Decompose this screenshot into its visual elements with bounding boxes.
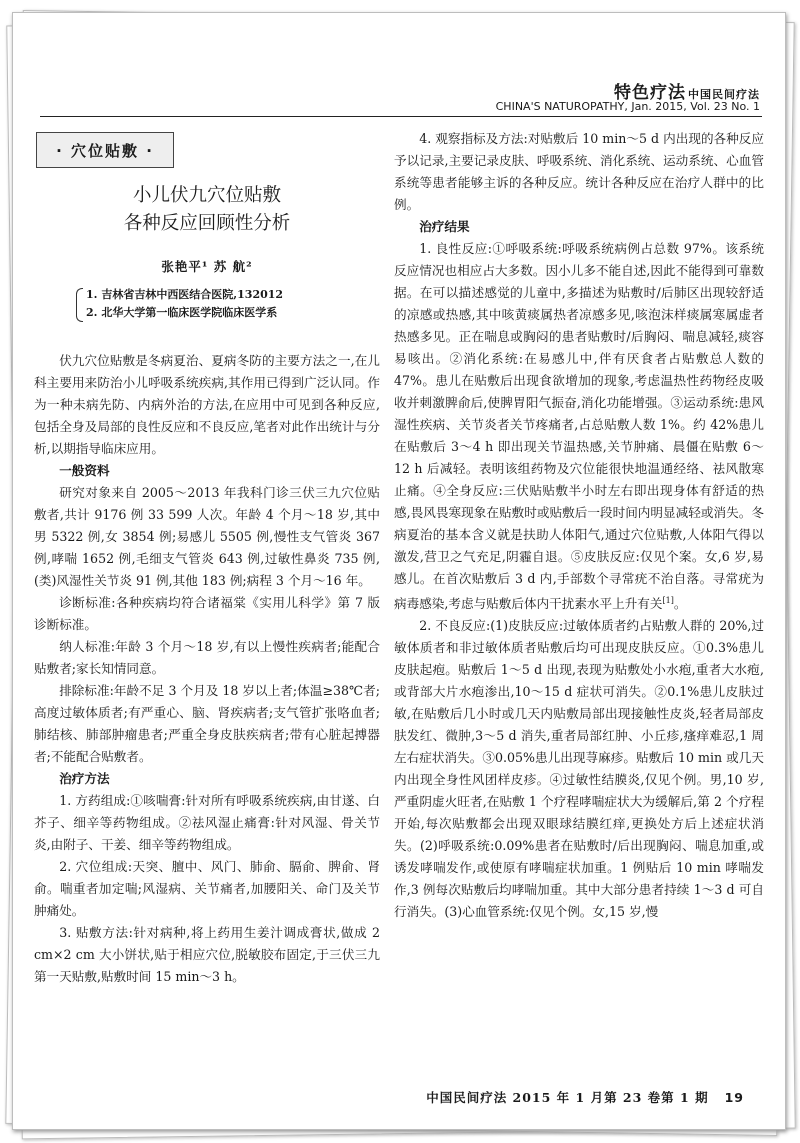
journal-citation: CHINA'S NATUROPATHY, Jan. 2015, Vol. 23 No. 1 — [495, 100, 760, 113]
left-column — [34, 182, 380, 988]
affiliations — [86, 286, 380, 322]
section-heading-general: 一般资料 — [59, 463, 110, 478]
brace-mark — [76, 288, 83, 322]
diagnosis-paragraph: 诊断标准:各种疾病均符合诸福棠《实用儿科学》第 7 版诊断标准。 — [34, 595, 380, 632]
affiliation-1: 1. 吉林省吉林中西医结合医院,132012 — [86, 288, 284, 301]
right-column — [394, 128, 764, 923]
journal-title-sub: 中国民间疗法 — [688, 88, 760, 101]
general-paragraph: 研究对象来自 2005～2013 年我科门诊三伏三九穴位贴敷者,共计 9176 例 33 599 人次。年龄 4 个月～18 岁,其中男 5322 例,女 3854 例;易感儿 5505 例,慢性支气管炎 367 例,哮喘 1652 例,毛细支气管炎 643 例,过敏性鼻炎 735 例,(类)风湿性关节炎 91 例,其他 183 例;病程 3 个月～16 年。 — [34, 485, 380, 588]
footer-journal: 中国民间疗法 2015 年 1 月第 23 卷第 1 期 — [426, 1090, 709, 1105]
page-footer — [426, 1088, 744, 1106]
section-tag: · 穴位贴敷 · — [36, 132, 174, 168]
authors: 张艳平¹ 苏 航² — [161, 259, 253, 274]
section-heading-result: 治疗结果 — [419, 219, 470, 234]
method-paragraph-1: 1. 方药组成:①咳喘膏:针对所有呼吸系统疾病,由甘遂、白芥子、细辛等药物组成。②祛风湿止痛膏:针对风湿、骨关节炎,由附子、干姜、细辛等药物组成。 — [34, 793, 380, 852]
result-text-1-end: 。 — [673, 596, 687, 612]
result-paragraph-2: 2. 不良反应:(1)皮肤反应:过敏体质者约占贴敷人群的 20%,过敏体质者和非过敏体质者贴敷后均可出现皮肤反应。①0.3%患儿皮肤起疱。贴敷后 1～5 d 出现,表现为贴敷处小水疱,重者大水疱,或背部大片水疱渗出,10～15 d 症状可消失。②0.1%患儿皮肤过敏,在贴敷后几小时或几天内贴敷局部出现接触性皮炎,轻者局部皮肤发红、微肿,3～5 d 消失,重者局部红肿、小丘疹,瘙痒难忍,1 周左右症状消失。③0.05%患儿出现荨麻疹。贴敷后 10 min 或几天内出现全身性风团样皮疹。④过敏性结膜炎,仅见个例。男,10 岁,严重阴虚火旺者,在贴敷 1 个疗程哮喘症状大为缓解后,第 2 个疗程开始,每次贴敷都会出现双眼球结膜红痒,更换处方后上述症状消失。(2)呼吸系统:0.09%患者在贴敷时/后出现胸闷、喘息加重,或诱发哮喘发作,或使原有哮喘症状加重。1 例贴后 10 min 哮喘发作,3 例每次贴敷后均哮喘加重。其中大部分患者持续 1～3 d 可自行消失。(3)心血管系统:仅见个例。女,15 岁,慢 — [394, 618, 764, 920]
method-paragraph-2: 2. 穴位组成:天突、膻中、风门、肺俞、膈俞、脾俞、肾俞。喘重者加定喘;风湿病、关节痛者,加腰阳关、命门及关节肿痛处。 — [34, 859, 380, 918]
reference-mark: [1] — [662, 596, 674, 605]
title-line-2: 各种反应回顾性分析 — [123, 213, 291, 234]
method-paragraph-3: 3. 贴敷方法:针对病种,将上药用生姜汁调成膏状,做成 2 cm×2 cm 大小饼状,贴于相应穴位,脱敏胶布固定,于三伏三九第一天贴敷,贴敷时间 15 min～3 h。 — [34, 925, 380, 984]
intro-paragraph: 伏九穴位贴敷是冬病夏治、夏病冬防的主要方法之一,在儿科主要用来防治小儿呼吸系统疾病,其作用已得到广泛认同。作为一种未病先防、内病外治的方法,在应用中可见到各种反应,包括全身及局部的良性反应和不良反应,笔者对此作出统计与分析,以期指导临床应用。 — [34, 353, 380, 456]
article-title — [34, 182, 380, 238]
page-number: 19 — [724, 1090, 744, 1105]
title-line-1: 小儿伏九穴位贴敷 — [132, 185, 281, 206]
exclusion-paragraph: 排除标准:年龄不足 3 个月及 18 岁以上者;体温≥38℃者;高度过敏体质者;有严重心、脑、肾疾病者;支气管扩张咯血者;肺结核、肺部肿瘤患者;严重全身皮肤疾病者;带有心脏起搏器者;不能配合贴敷者。 — [34, 683, 380, 764]
journal-title-cn: 特色疗法 — [614, 83, 686, 103]
method-paragraph-4: 4. 观察指标及方法:对贴敷后 10 min～5 d 内出现的各种反应予以记录,主要记录皮肤、呼吸系统、消化系统、运动系统、心血管系统等患者能够主诉的各种反应。统计各种反应在治疗人群中的比例。 — [394, 131, 764, 212]
page — [12, 12, 784, 1128]
affiliation-2: 2. 北华大学第一临床医学院临床医学系 — [86, 306, 278, 319]
inclusion-paragraph: 纳人标准:年龄 3 个月～18 岁,有以上慢性疾病者;能配合贴敷者;家长知情同意。 — [34, 639, 380, 676]
section-heading-method: 治疗方法 — [59, 771, 110, 786]
result-paragraph-1 — [394, 238, 764, 615]
header-rule — [40, 116, 762, 117]
result-text-1: 1. 良性反应:①呼吸系统:呼吸系统病例占总数 97%。该系统反应情况也相应占大多数。因小儿多不能自述,因此不能得到可靠数据。在可以描述感觉的儿童中,多描述为贴敷时/后肺区出现较舒适的凉感或热感,其中咳黄痰属热者凉感多见,咳泡沫样痰属寒属虚者热感多见。正在喘息或胸闷的患者贴敷时/后胸闷、喘息减轻,痰容易咳出。②消化系统:在易感儿中,伴有厌食者占贴敷总人数的 47%。患儿在贴敷后出现食欲增加的现象,考虑温热性药物经皮吸收并刺激脾俞后,使脾胃阳气振奋,消化功能增强。③运动系统:患风湿性疾病、关节炎者关节疼痛者,占总贴敷人数 1%。约 42%患儿在贴敷后 3～4 h 即出现关节温热感,关节肿痛、晨僵在贴敷 6～12 h 后减轻。表明该组药物及穴位能很快地温通经络、祛风散寒止痛。④全身反应:三伏贴贴敷半小时左右即出现身体有舒适的热感,畏风畏寒现象在贴敷时或贴敷后一段时间内明显减轻或消失。冬病夏治的基本含义就是扶助人体阳气,通过穴位贴敷,人体阳气得以激发,营卫之气充足,阴霾自退。⑤皮肤反应:仅见个案。女,6 岁,易感儿。在首次贴敷后 3 d 内,手部数个寻常疣不治自落。寻常疣为病毒感染,考虑与贴敷后体内干扰素水平上升有关 — [394, 241, 764, 612]
